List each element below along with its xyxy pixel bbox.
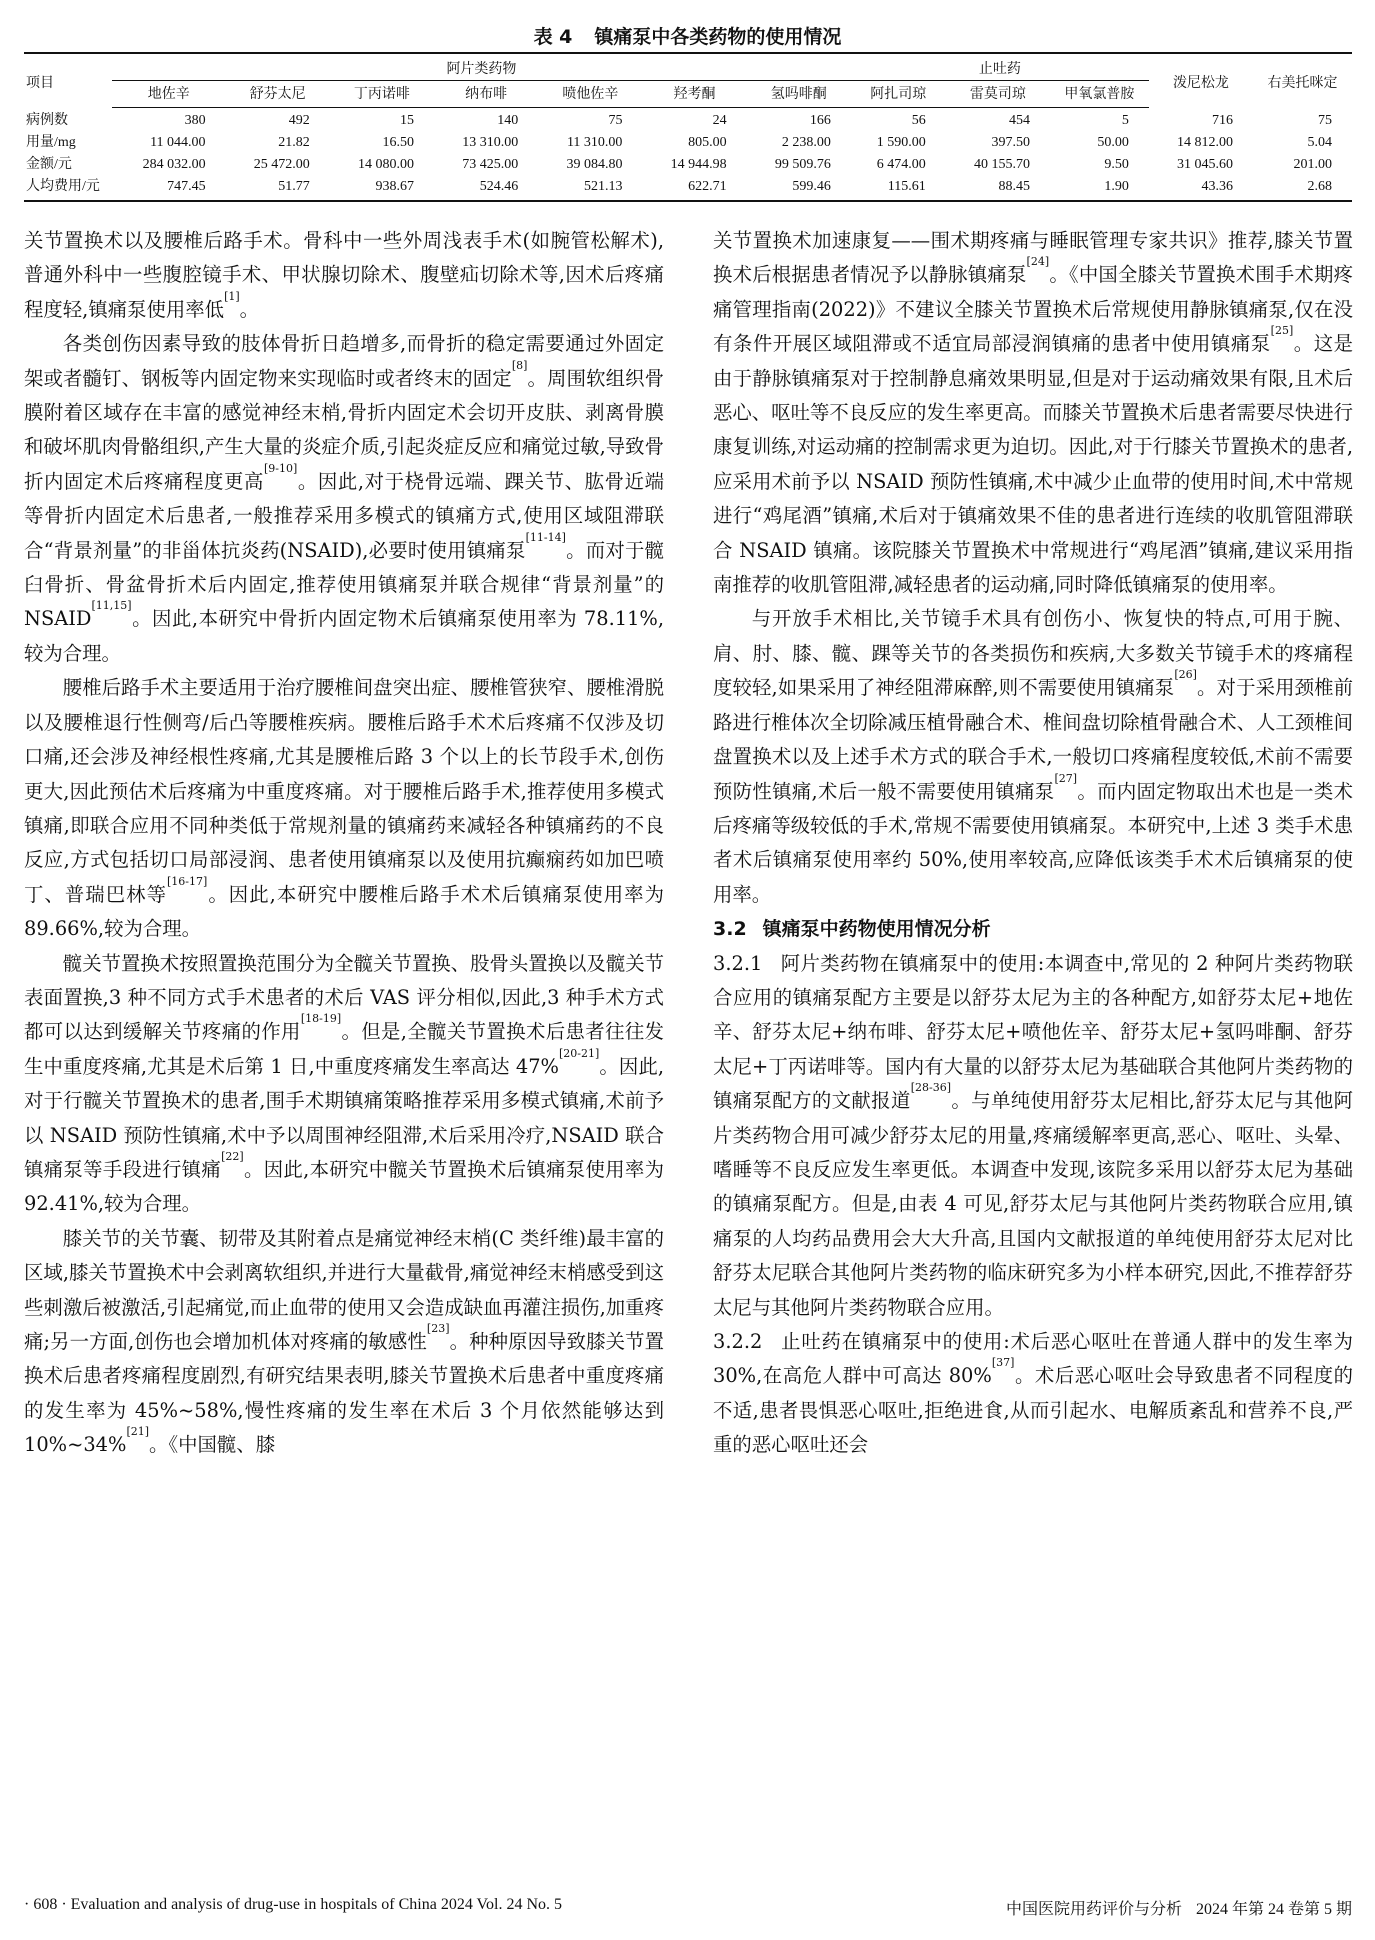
paragraph: 与开放手术相比,关节镜手术具有创伤小、恢复快的特点,可用于腕、肩、肘、膝、髋、踝等关节的各类损伤和疾病,大多数关节镜手术的疼痛程度较轻,如果采用了神经阻滞麻醉,则不需要使用镇痛泵[26]。对于采用颈椎前路进行椎体次全切除减压植骨融合术、椎间盘切除植骨融合术、人工颈椎间盘置换术以及上述手术方式的联合手术,一般切口疼痛程度较低,术前不需要预防性镇痛,术后一般不需要使用镇痛泵[27]。而内固定物取出术也是一类术后疼痛等级较低的手术,常规不需要使用镇痛泵。本研究中,上述 3 类手术患者术后镇痛泵使用率约 50%,使用率较高,应降低该类手术术后镇痛泵的使用率。: [713, 607, 1354, 906]
paragraph: 关节置换术以及腰椎后路手术。骨科中一些外周浅表手术(如腕管松解术),普通外科中一些腹腔镜手术、甲状腺切除术、腹壁疝切除术等,因术后疼痛程度轻,镇痛泵使用率低[1]。: [24, 229, 664, 321]
citation: [1]: [224, 289, 240, 303]
table-cell: 39 084.80: [566, 157, 623, 172]
footer-right: [1006, 1896, 1352, 1919]
table-cell: 56: [911, 113, 926, 128]
col-header: 泼尼松龙: [1149, 53, 1253, 108]
table-cell: 14 080.00: [358, 157, 414, 172]
subsection-3-2-2: 3.2.2 止吐药在镇痛泵中的使用:术后恶心呕吐在普通人群中的发生率为 30%,在高危人群中可高达 80%[37]。术后恶心呕吐会导致患者不同程度的不适,患者畏惧恶心呕吐,拒绝进食,从而引起水、电解质紊乱和营养不良,严重的恶心呕吐还会: [713, 1330, 1353, 1457]
citation: [21]: [126, 1425, 150, 1439]
table-cell: 622.71: [642, 176, 746, 201]
col-header: 右美托咪定: [1253, 53, 1352, 108]
citation: [28-36]: [910, 1081, 952, 1095]
table-cell: 24: [712, 113, 727, 128]
row-label: 病例数: [26, 112, 68, 128]
citation: [22]: [221, 1149, 244, 1163]
footer-left: · 608 · Evaluation and analysis of drug-use in hospitals of China 2024 Vol. 24 No. 5: [24, 1896, 563, 1913]
table-cell: 51.77: [226, 176, 330, 201]
citation: [16-17]: [167, 874, 208, 888]
table-cell: 11 044.00: [150, 135, 206, 150]
citation: [23]: [426, 1322, 450, 1335]
table-cell: 40 155.70: [973, 157, 1030, 172]
table-cell: 166: [809, 113, 831, 128]
col-header: 阿扎司琼: [851, 81, 946, 108]
table-cell: 11 310.00: [566, 135, 623, 150]
table-body: [24, 108, 1352, 202]
citation: [11-14]: [525, 530, 566, 544]
row-label: 人均费用/元: [24, 176, 112, 201]
table-cell: 9.50: [1104, 157, 1129, 172]
table-item-header: 项目: [24, 53, 112, 108]
paragraph: 腰椎后路手术主要适用于治疗腰椎间盘突出症、腰椎管狭窄、腰椎滑脱以及腰椎退行性侧弯/后凸等腰椎疾病。腰椎后路手术术后疼痛不仅涉及切口痛,还会涉及神经根性疼痛,尤其是腰椎后路 3 个以上的长节段手术,创伤更大,因此预估术后疼痛为中重度疼痛。对于腰椎后路手术,推荐使用多模式镇痛,即联合应用不同种类低于常规剂量的镇痛药来减轻各种镇痛药的不良反应,方式包括切口局部浸润、患者使用镇痛泵以及使用抗癫痫药如加巴喷丁、普瑞巴林等[16-17]。因此,本研究中腰椎后路手术术后镇痛泵使用率为 89.66%,较为合理。: [24, 676, 664, 941]
table-cell: 15: [400, 113, 414, 128]
col-header: 舒芬太尼: [226, 81, 330, 108]
table-title: [0, 22, 1375, 49]
table-cell: 43.36: [1149, 176, 1253, 201]
col-header: 纳布啡: [434, 81, 538, 108]
citation: [8]: [511, 358, 528, 372]
opioid-group-header: 阿片类药物: [112, 53, 851, 81]
paragraph: 各类创伤因素导致的肢体骨折日趋增多,而骨折的稳定需要通过外固定架或者髓钉、钢板等内固定物来实现临时或者终末的固定[8]。周围软组织骨膜附着区域存在丰富的感觉神经末梢,骨折内固定术会切开皮肤、剥离骨膜和破坏肌肉骨骼组织,产生大量的炎症介质,引起炎症反应和痛觉过敏,导致骨折内固定术后疼痛程度更高[9-10]。因此,对于桡骨远端、踝关节、肱骨近端等骨折内固定术后患者,一般推荐采用多模式的镇痛方式,使用区域阻滞联合“背景剂量”的非甾体抗炎药(NSAID),必要时使用镇痛泵[11-14]。而对于髋臼骨折、骨盆骨折术后内固定,推荐使用镇痛泵并联合规律“背景剂量”的NSAID[11,15]。因此,本研究中骨折内固定物术后镇痛泵使用率为 78.11%,较为合理。: [24, 332, 665, 665]
citation: [27]: [1054, 771, 1078, 785]
table-cell: 492: [288, 113, 310, 128]
table-cell: 747.45: [112, 176, 226, 201]
section-heading-3-2: 3.2 镇痛泵中药物使用情况分析: [713, 918, 991, 941]
table-cell: 14 944.98: [670, 157, 727, 172]
table-row: [24, 154, 1352, 176]
table-cell: 73 425.00: [462, 157, 519, 172]
col-header: 甲氧氯普胺: [1050, 81, 1149, 108]
table-cell: 716: [1212, 112, 1234, 128]
table-cell: 88.45: [946, 176, 1050, 201]
col-header: 羟考酮: [642, 81, 746, 108]
citation: [26]: [1174, 668, 1197, 682]
paragraph: 关节置换术加速康复——围术期疼痛与睡眠管理专家共识》推荐,膝关节置换术后根据患者情况予以静脉镇痛泵[24]。《中国全膝关节置换术围手术期疼痛管理指南(2022)》不建议全膝关节置换术后常规使用静脉镇痛泵,仅在没有条件开展区域阻滞或不适宜局部浸润镇痛的患者中使用镇痛泵[25]。这是由于静脉镇痛泵对于控制静息痛效果明显,但是对于运动痛效果有限,且术后恶心、呕吐等不良反应的发生率更高。而膝关节置换术后患者需要尽快进行康复训练,对运动痛的控制需求更为迫切。因此,对于行膝关节置换术的患者,应采用术前予以 NSAID 预防性镇痛,术中减少止血带的使用时间,术中常规进行“鸡尾酒”镇痛,术后对于镇痛效果不佳的患者进行连续的收肌管阻滞联合 NSAID 镇痛。该院膝关节置换术中常规进行“鸡尾酒”镇痛,建议采用指南推荐的收肌管阻滞,减轻患者的运动痛,同时降低镇痛泵的使用率。: [713, 229, 1353, 597]
col-header: 地佐辛: [112, 81, 226, 108]
table-cell: 5: [1121, 113, 1129, 128]
table-cell: 524.46: [434, 176, 538, 201]
citation: [20-21]: [558, 1046, 600, 1060]
paragraph: 膝关节的关节囊、韧带及其附着点是痛觉神经末梢(C 类纤维)最丰富的区域,膝关节置换术中会剥离软组织,并进行大量截骨,痛觉神经末梢感受到这些刺激后被激活,引起痛觉,而止血带的使用又会造成缺血再灌注损伤,加重疼痛;另一方面,创伤也会增加机体对疼痛的敏感性[23]。种种原因导致膝关节置换术后患者疼痛程度剧烈,有研究结果表明,膝关节置换术后患者中重度疼痛的发生率为 45%~58%,慢性疼痛的发生率在术后 3 个月依然能够达到 10%~34%[21]。《中国髋、膝: [24, 1226, 664, 1457]
table-number: 表 4: [533, 26, 573, 48]
table-cell: 2 238.00: [781, 135, 831, 150]
table-cell: 50.00: [1097, 135, 1129, 150]
table-cell: 380: [184, 113, 206, 128]
citation: [9-10]: [263, 461, 298, 475]
paragraph: 髋关节置换术按照置换范围分为全髋关节置换、股骨头置换以及髋关节表面置换,3 种不同方式手术患者的术后 VAS 评分相似,因此,3 种手术方式都可以达到缓解关节疼痛的作用[18-19]。但是,全髋关节置换术后患者往往发生中重度疼痛,尤其是术后第 1 日,中重度疼痛发生率高达 47%[20-21]。因此,对于行髋关节置换术的患者,围手术期镇痛策略推荐采用多模式镇痛,术前予以 NSAID 预防性镇痛,术中予以周围神经阻滞,术后采用冷疗,NSAID 联合镇痛泵等手段进行镇痛[22]。因此,本研究中髋关节置换术后镇痛泵使用率为 92.41%,较为合理。: [24, 951, 665, 1216]
row-label: 用量/mg: [26, 135, 76, 150]
table-row: [24, 108, 1352, 133]
table-cell: 454: [1008, 113, 1030, 128]
citation: [37]: [991, 1356, 1015, 1370]
table-cell: 31 045.60: [1177, 157, 1234, 172]
table-cell: 201.00: [1293, 157, 1332, 172]
table-cell: 521.13: [538, 176, 642, 201]
page-footer: [24, 1896, 1352, 1920]
table-cell: 115.61: [851, 176, 946, 201]
table-cell: 75: [608, 113, 623, 128]
subsection-3-2-1: 3.2.1 阿片类药物在镇痛泵中的使用:本调查中,常见的 2 种阿片类药物联合应用的镇痛泵配方主要是以舒芬太尼为主的各种配方,如舒芬太尼+地佐辛、舒芬太尼+纳布啡、舒芬太尼+喷他佐辛、舒芬太尼+氢吗啡酮、舒芬太尼+丁丙诺啡等。国内有大量的以舒芬太尼为基础联合其他阿片类药物的镇痛泵配方的文献报道[28-36]。与单纯使用舒芬太尼相比,舒芬太尼与其他阿片类药物合用可减少舒芬太尼的用量,疼痛缓解率更高,恶心、呕吐、头晕、嗜睡等不良反应发生率更低。本调查中发现,该院多采用以舒芬太尼为基础的镇痛泵配方。但是,由表 4 可见,舒芬太尼与其他阿片类药物联合应用,镇痛泵的人均药品费用会大大升高,且国内文献报道的单纯使用舒芬太尼对比舒芬太尼联合其他阿片类药物的临床研究多为小样本研究,因此,不推荐舒芬太尼与其他阿片类药物联合应用。: [713, 951, 1353, 1319]
table-cell: 397.50: [991, 135, 1030, 150]
col-header: 氢吗啡酮: [747, 81, 851, 108]
citation: [11,15]: [91, 599, 132, 613]
table-cell: 16.50: [382, 135, 414, 150]
table-cell: 599.46: [747, 176, 851, 201]
table-row: [24, 176, 1352, 201]
citation: [24]: [1026, 255, 1050, 269]
table-cell: 1 590.00: [876, 135, 926, 150]
col-header: 雷莫司琼: [946, 81, 1050, 108]
antiemetic-group-header: 止吐药: [851, 53, 1149, 81]
table-cell: 938.67: [330, 176, 434, 201]
table-cell: 25 472.00: [253, 157, 310, 172]
citation: [25]: [1270, 324, 1294, 338]
drug-usage-table: [24, 52, 1352, 202]
table-cell: 805.00: [688, 135, 727, 150]
table-cell: 6 474.00: [876, 157, 926, 172]
table-cell: 14 812.00: [1177, 135, 1234, 150]
row-label: 金额/元: [26, 157, 72, 172]
table-cell: 1.90: [1050, 176, 1149, 201]
citation: [18-19]: [300, 1012, 342, 1026]
col-header: 喷他佐辛: [538, 81, 642, 108]
table-cell: 13 310.00: [462, 135, 519, 150]
table-cell: 21.82: [278, 135, 310, 150]
table-cell: 284 032.00: [142, 157, 206, 172]
left-column: [24, 224, 664, 1463]
table-cell: 2.68: [1253, 176, 1352, 201]
col-header: 丁丙诺啡: [330, 81, 434, 108]
table-cell: 99 509.76: [774, 157, 831, 172]
table-cell: 75: [1318, 112, 1332, 128]
right-column: [713, 224, 1353, 1463]
table-row: [24, 132, 1352, 154]
table-cell: 5.04: [1307, 135, 1332, 150]
footer-journal: 中国医院用药评价与分析: [1005, 1901, 1182, 1918]
footer-issue: 2024 年第 24 卷第 5 期: [1195, 1901, 1352, 1918]
table-caption: 镇痛泵中各类药物的使用情况: [594, 26, 842, 48]
table-cell: 140: [497, 113, 519, 128]
